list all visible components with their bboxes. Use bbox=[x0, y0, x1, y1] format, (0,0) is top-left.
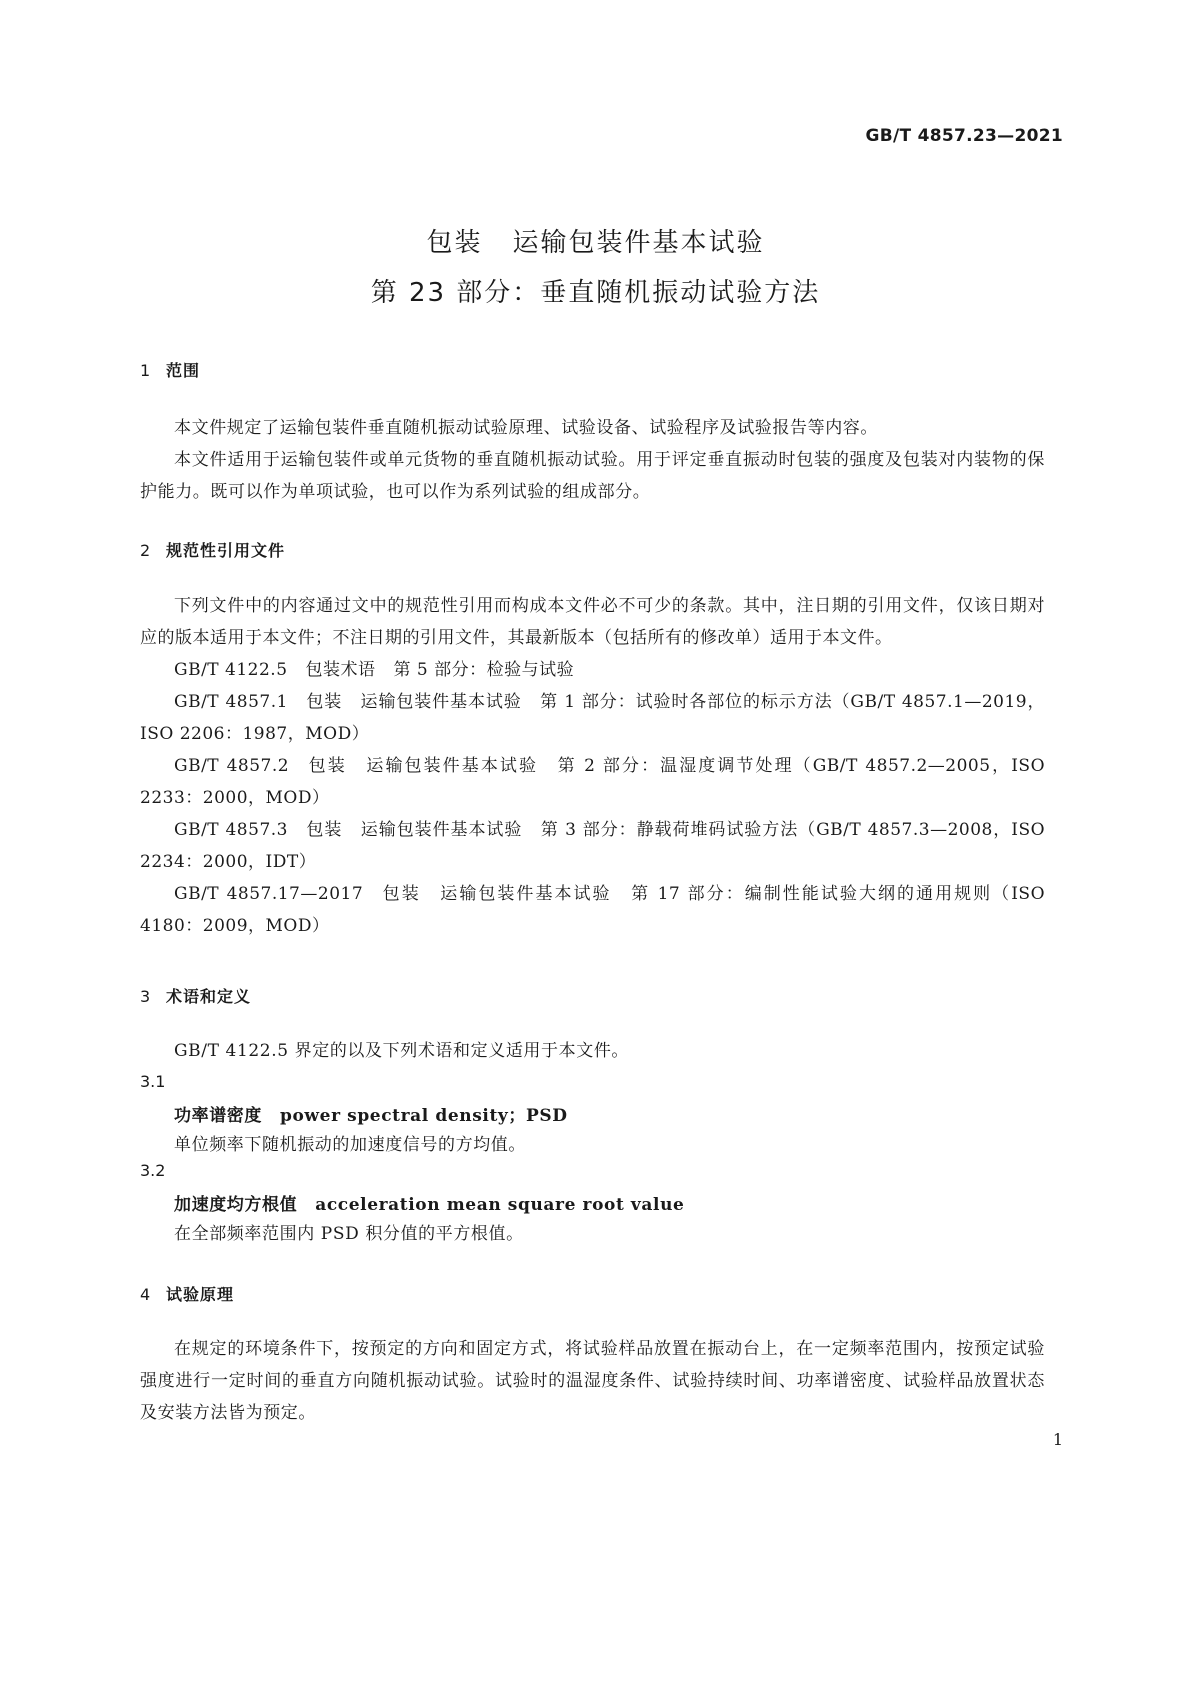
reference-title-b: 运输包装件基本试验 bbox=[360, 692, 522, 712]
standard-number: GB/T 4857.23—2021 bbox=[865, 126, 1063, 146]
section-title: 试验原理 bbox=[166, 1285, 235, 1304]
reference-title-a: 包装 bbox=[305, 820, 343, 840]
term-name-zh: 功率谱密度 bbox=[174, 1106, 262, 1126]
term-name-en: acceleration mean square root value bbox=[315, 1195, 685, 1215]
section-3-heading bbox=[140, 984, 251, 1007]
term-name-zh: 加速度均方根值 bbox=[174, 1195, 298, 1215]
reference-title-c: 第 3 部分：静载荷堆码试验方法（GB/T 4857.3—2008，ISO 2234：2000，IDT） bbox=[140, 820, 1046, 872]
reference-title-c: 第 5 部分：检验与试验 bbox=[393, 660, 575, 680]
term-definition: 在全部频率范围内 PSD 积分值的平方根值。 bbox=[174, 1224, 524, 1244]
reference-title-c: 第 2 部分：温湿度调节处理（GB/T 4857.2—2005，ISO 2233：2000，MOD） bbox=[140, 756, 1046, 808]
term-name-en: power spectral density；PSD bbox=[280, 1106, 568, 1126]
reference-title-b: 运输包装件基本试验 bbox=[360, 820, 523, 840]
section-title: 术语和定义 bbox=[166, 987, 252, 1006]
section-1-heading bbox=[140, 358, 200, 381]
reference-title-c: 第 17 部分：编制性能试验大纲的通用规则（ISO 4180：2009，MOD） bbox=[140, 884, 1045, 936]
reference-title-a: 包装 bbox=[305, 692, 343, 712]
reference-title-a: 包装 bbox=[307, 756, 347, 776]
reference-item bbox=[140, 878, 1045, 942]
section-number: 2 bbox=[140, 541, 152, 560]
reference-item bbox=[140, 814, 1045, 878]
reference-item bbox=[140, 654, 1045, 686]
reference-title-a: 包装术语 bbox=[305, 660, 376, 680]
reference-title-a: 包装 bbox=[381, 884, 421, 904]
section-4-body: 在规定的环境条件下，按预定的方向和固定方式，将试验样品放置在振动台上，在一定频率范围内，按预定试验强度进行一定时间的垂直方向随机振动试验。试验时的温湿度条件、试验持续时间、功率谱密度、试验样品放置状态及安装方法皆为预定。 bbox=[140, 1339, 1045, 1423]
section-number: 4 bbox=[140, 1285, 152, 1304]
section-title: 范围 bbox=[166, 361, 201, 380]
page-number: 1 bbox=[1052, 1430, 1063, 1449]
paragraph: 本文件规定了运输包装件垂直随机振动试验原理、试验设备、试验程序及试验报告等内容。 bbox=[174, 418, 878, 438]
section-1-body bbox=[140, 412, 1045, 508]
reference-code: GB/T 4857.2 bbox=[174, 756, 290, 776]
term-definition: 单位频率下随机振动的加速度信号的方均值。 bbox=[174, 1135, 526, 1155]
term-heading bbox=[174, 1190, 684, 1215]
reference-item bbox=[140, 750, 1045, 814]
normative-references bbox=[140, 590, 1045, 942]
reference-title-b: 运输包装件基本试验 bbox=[438, 884, 612, 904]
title-line-1 bbox=[0, 218, 1191, 268]
reference-title-c: 第 1 部分：试验时各部位的标示方法（GB/T 4857.1—2019，ISO 2206：1987，MOD） bbox=[140, 692, 1046, 744]
term-number: 3.1 bbox=[140, 1072, 166, 1091]
term-heading bbox=[174, 1101, 568, 1126]
section-title: 规范性引用文件 bbox=[166, 541, 286, 560]
paragraph: 本文件适用于运输包装件或单元货物的垂直随机振动试验。用于评定垂直振动时包装的强度及包装对内装物的保护能力。既可以作为单项试验，也可以作为系列试验的组成部分。 bbox=[140, 450, 1045, 502]
references-intro: 下列文件中的内容通过文中的规范性引用而构成本文件必不可少的条款。其中，注日期的引用文件，仅该日期对应的版本适用于本文件；不注日期的引用文件，其最新版本（包括所有的修改单）适用于本文件。 bbox=[140, 596, 1045, 648]
section-4-heading bbox=[140, 1282, 234, 1305]
term-number: 3.2 bbox=[140, 1161, 166, 1180]
title-line-2: 第 23 部分：垂直随机振动试验方法 bbox=[370, 278, 821, 308]
reference-title-b: 运输包装件基本试验 bbox=[364, 756, 539, 776]
title-line-1-part-2: 运输包装件基本试验 bbox=[512, 228, 765, 258]
reference-item bbox=[140, 686, 1045, 750]
document-title bbox=[0, 218, 1191, 318]
section-number: 3 bbox=[140, 987, 152, 1006]
reference-code: GB/T 4122.5 bbox=[174, 660, 288, 680]
section-2-heading bbox=[140, 538, 285, 561]
section-number: 1 bbox=[140, 361, 152, 380]
terms-intro: GB/T 4122.5 界定的以及下列术语和定义适用于本文件。 bbox=[174, 1041, 630, 1061]
reference-code: GB/T 4857.3 bbox=[174, 820, 288, 840]
reference-code: GB/T 4857.17—2017 bbox=[174, 884, 364, 904]
reference-code: GB/T 4857.1 bbox=[174, 692, 288, 712]
title-line-1-part-1: 包装 bbox=[426, 228, 483, 258]
